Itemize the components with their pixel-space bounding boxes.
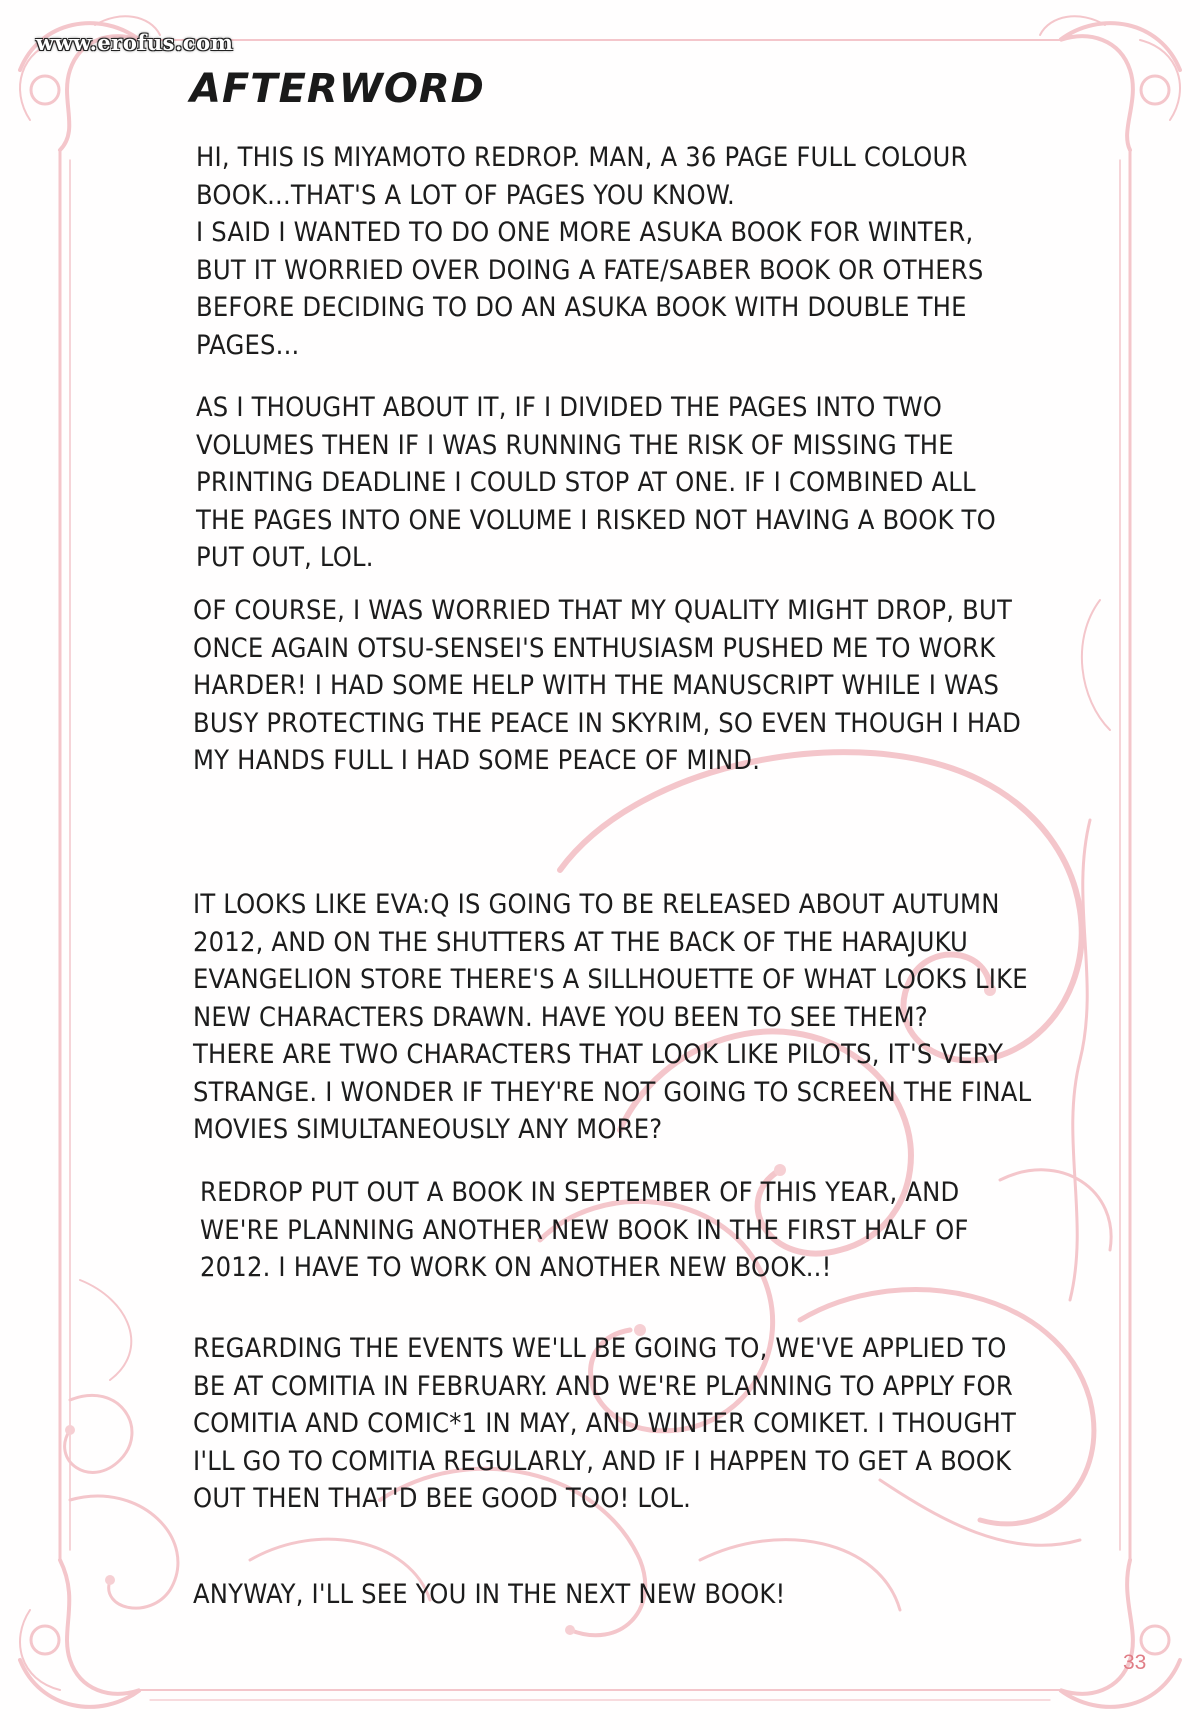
page-title: AFTERWORD xyxy=(190,66,485,112)
text-line: STRANGE. I WONDER IF THEY'RE NOT GOING TO SCREEN THE FINAL xyxy=(193,1076,1032,1108)
text-line: THE PAGES INTO ONE VOLUME I RISKED NOT HAVING A BOOK TO xyxy=(196,504,996,536)
text-line: OF COURSE, I WAS WORRIED THAT MY QUALITY MIGHT DROP, BUT xyxy=(193,595,1012,626)
text-line: I'LL GO TO COMITIA REGULARLY, AND IF I HAPPEN TO GET A BOOK xyxy=(193,1445,1012,1477)
watermark-text: www.erofus.com xyxy=(36,30,234,55)
text-line: NEW CHARACTERS DRAWN. HAVE YOU BEEN TO SEE THEM? xyxy=(193,1001,928,1033)
text-line: ANYWAY, I'LL SEE YOU IN THE NEXT NEW BOOK! xyxy=(193,1579,786,1610)
paragraph-closing xyxy=(193,1576,785,1614)
text-line: HI, THIS IS MIYAMOTO REDROP. MAN, A 36 PAGE FULL COLOUR xyxy=(196,142,968,173)
text-line: PUT OUT, LOL. xyxy=(196,542,374,573)
text-line: VOLUMES THEN IF I WAS RUNNING THE RISK OF MISSING THE xyxy=(196,429,954,461)
text-line: BOOK...THAT'S A LOT OF PAGES YOU KNOW. xyxy=(196,179,735,211)
text-line: OUT THEN THAT'D BEE GOOD TOO! LOL. xyxy=(193,1483,692,1514)
text-line: MOVIES SIMULTANEOUSLY ANY MORE? xyxy=(193,1114,663,1145)
text-line: AS I THOUGHT ABOUT IT, IF I DIVIDED THE PAGES INTO TWO xyxy=(196,392,943,423)
text-line: BEFORE DECIDING TO DO AN ASUKA BOOK WITH DOUBLE THE xyxy=(196,292,967,323)
text-line: REDROP PUT OUT A BOOK IN SEPTEMBER OF THIS YEAR, AND xyxy=(200,1177,960,1208)
paragraph-volumes xyxy=(196,389,996,577)
text-line: THERE ARE TWO CHARACTERS THAT LOOK LIKE PILOTS, IT'S VERY xyxy=(193,1039,1004,1070)
page-number: 33 xyxy=(1123,1651,1147,1674)
text-line: HARDER! I HAD SOME HELP WITH THE MANUSCRIPT WHILE I WAS xyxy=(193,670,1000,701)
text-line: REGARDING THE EVENTS WE'LL BE GOING TO, WE'VE APPLIED TO xyxy=(193,1333,1007,1364)
paragraph-evaq xyxy=(193,886,1031,1149)
text-line: WE'RE PLANNING ANOTHER NEW BOOK IN THE FIRST HALF OF xyxy=(200,1214,969,1246)
text-line: I SAID I WANTED TO DO ONE MORE ASUKA BOOK FOR WINTER, xyxy=(196,217,974,248)
text-line: PAGES... xyxy=(196,329,300,361)
text-line: 2012, AND ON THE SHUTTERS AT THE BACK OF THE HARAJUKU xyxy=(193,926,969,958)
text-line: COMITIA AND COMIC*1 IN MAY, AND WINTER COMIKET. I THOUGHT xyxy=(193,1408,1017,1439)
paragraph-new-book xyxy=(200,1174,969,1287)
text-line: 2012. I HAVE TO WORK ON ANOTHER NEW BOOK..! xyxy=(200,1252,832,1283)
paragraph-events xyxy=(193,1330,1016,1518)
text-line: BUSY PROTECTING THE PEACE IN SKYRIM, SO EVEN THOUGH I HAD xyxy=(193,707,1022,739)
text-line: IT LOOKS LIKE EVA:Q IS GOING TO BE RELEASED ABOUT AUTUMN xyxy=(193,889,1000,920)
text-line: BE AT COMITIA IN FEBRUARY. AND WE'RE PLANNING TO APPLY FOR xyxy=(193,1370,1013,1402)
paragraph-intro xyxy=(196,139,983,364)
text-line: EVANGELION STORE THERE'S A SILLHOUETTE OF WHAT LOOKS LIKE xyxy=(193,964,1028,995)
text-line: BUT IT WORRIED OVER DOING A FATE/SABER BOOK OR OTHERS xyxy=(196,254,984,286)
paragraph-quality xyxy=(193,592,1021,780)
text-line: PRINTING DEADLINE I COULD STOP AT ONE. IF I COMBINED ALL xyxy=(196,467,976,498)
text-line: ONCE AGAIN OTSU-SENSEI'S ENTHUSIASM PUSHED ME TO WORK xyxy=(193,632,996,664)
text-line: MY HANDS FULL I HAD SOME PEACE OF MIND. xyxy=(193,745,761,776)
